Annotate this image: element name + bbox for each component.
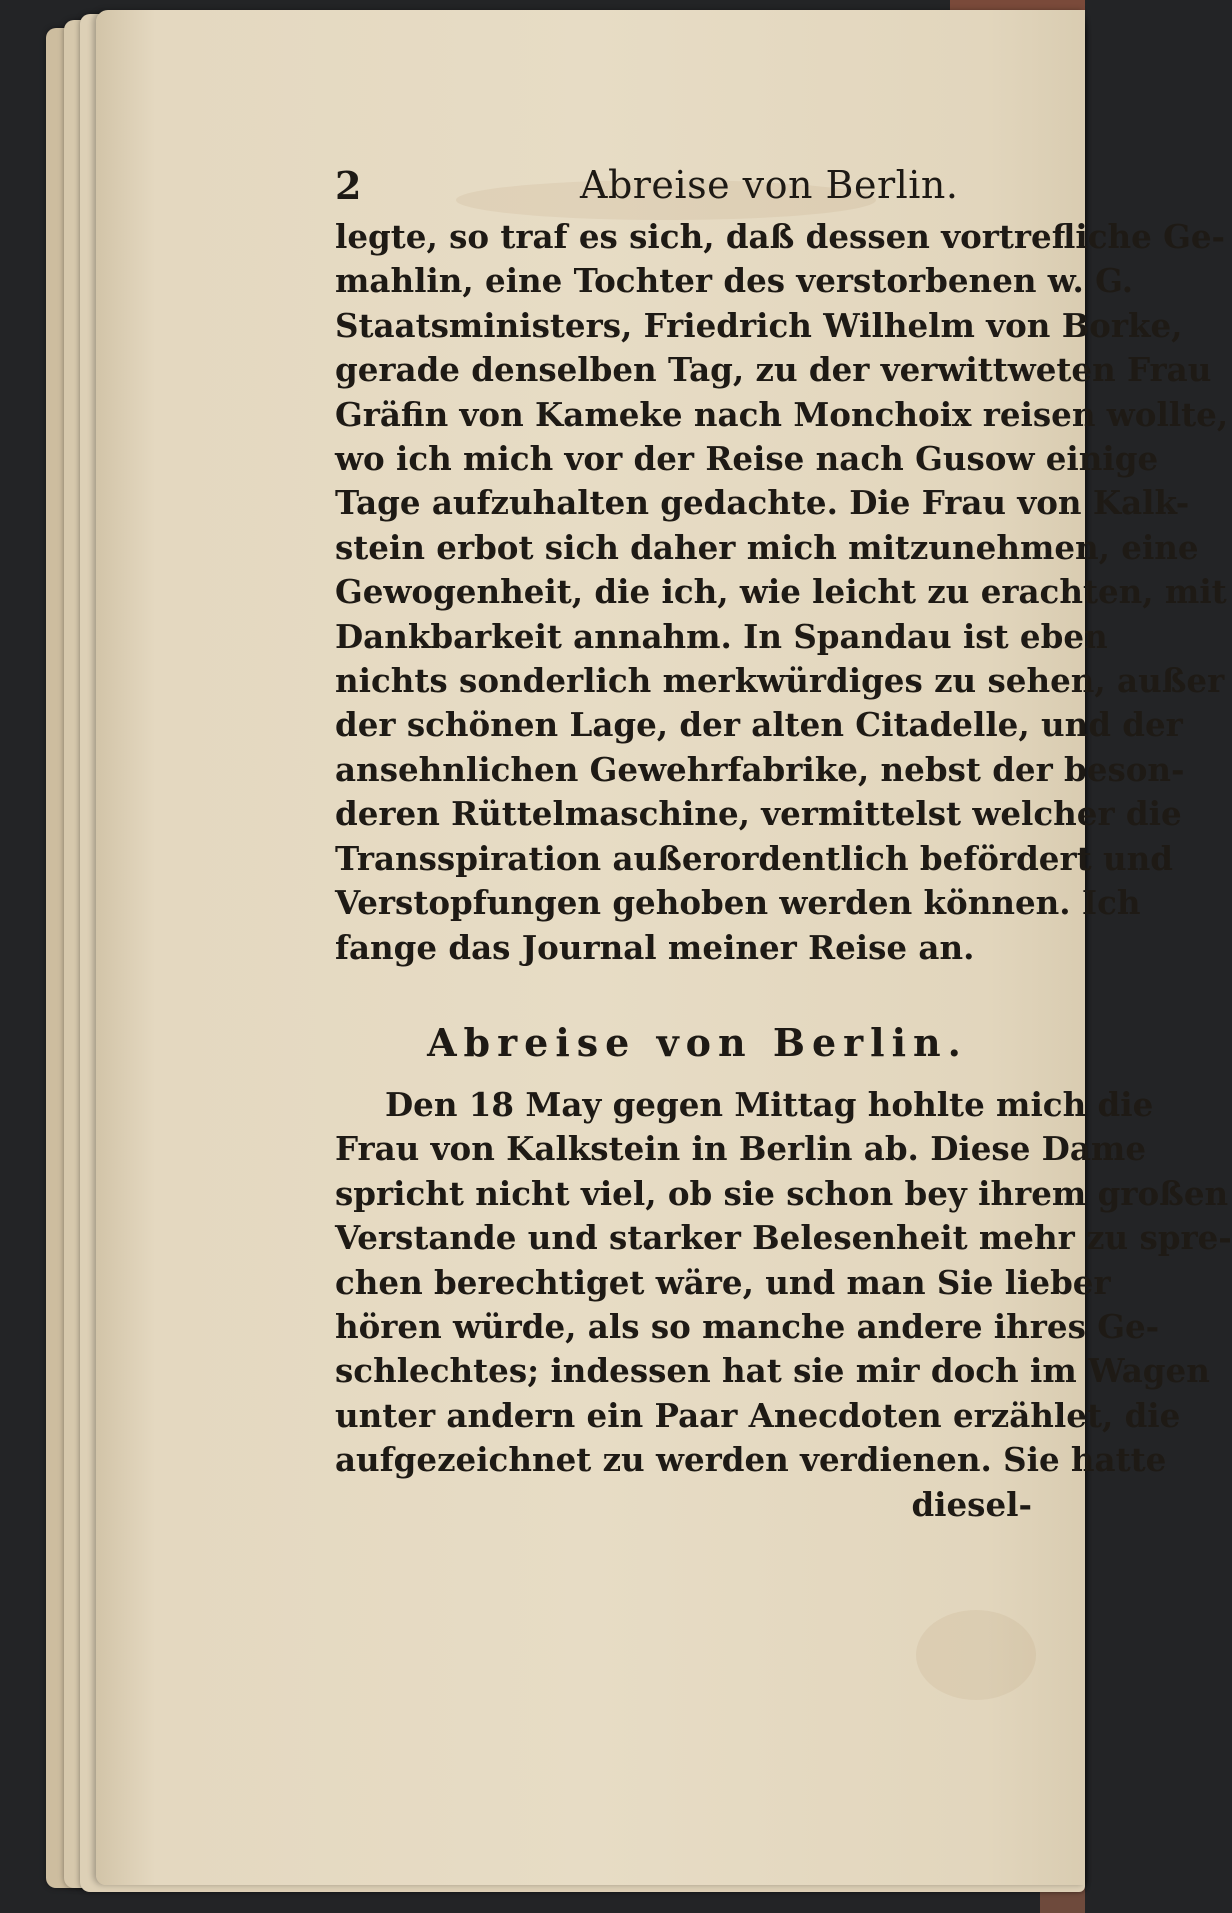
text-line: Staatsministers, Friedrich Wilhelm von Borke, [335, 305, 1183, 345]
text-line: fange das Journal meiner Reise an. [335, 927, 975, 967]
text-line: unter andern ein Paar Anecdoten erzählet, die [335, 1395, 1181, 1435]
text-line: ansehnlichen Gewehrfabrike, nebst der beson- [335, 749, 1185, 789]
text-line: spricht nicht viel, ob sie schon bey ihrem großen [335, 1173, 1229, 1213]
text-line: nichts sonderlich merkwürdiges zu sehen, außer [335, 661, 1225, 701]
text-line: stein erbot sich daher mich mitzunehmen, eine [335, 527, 1199, 567]
paper-stain [916, 1610, 1036, 1700]
section-paragraph [335, 1083, 1232, 1483]
text-line: deren Rüttelmaschine, vermittelst welcher die [335, 794, 1182, 834]
text-line: mahlin, eine Tochter des verstorbenen w. G. [335, 261, 1134, 301]
running-head: Abreise von Berlin. [580, 163, 959, 207]
page-text [335, 155, 1232, 1527]
text-line: Dankbarkeit annahm. In Spandau ist eben [335, 616, 1108, 656]
text-line: gerade denselben Tag, zu der verwittweten Frau [335, 350, 1212, 390]
section-title: Abreise von Berlin. [427, 1019, 968, 1065]
page-number: 2 [335, 163, 362, 208]
body-paragraph [335, 215, 1229, 970]
text-line: Gräfin von Kameke nach Monchoix reisen wollte, [335, 394, 1229, 434]
text-line: aufgezeichnet zu werden verdienen. Sie hatte [335, 1440, 1167, 1480]
text-line: schlechtes; indessen hat sie mir doch im Wagen [335, 1351, 1210, 1391]
text-line: chen berechtiget wäre, und man Sie lieber [335, 1262, 1111, 1302]
text-line: der schönen Lage, der alten Citadelle, und der [335, 705, 1183, 745]
text-line: hören würde, als so manche andere ihres Ge- [335, 1306, 1160, 1346]
catchword: diesel- [911, 1484, 1032, 1524]
text-line: legte, so traf es sich, daß dessen vortrefliche Ge- [335, 217, 1226, 256]
text-line: Tage aufzuhalten gedachte. Die Frau von Kalk- [335, 483, 1190, 523]
page-header [335, 155, 1040, 215]
text-line: Transspiration außerordentlich befördert und [335, 838, 1173, 878]
text-line: Frau von Kalkstein in Berlin ab. Diese Dame [335, 1129, 1146, 1169]
text-line: Verstande und starker Belesenheit mehr zu spre- [335, 1218, 1232, 1258]
text-line: wo ich mich vor der Reise nach Gusow einige [335, 439, 1159, 479]
text-line: Verstopfungen gehoben werden können. Ich [335, 883, 1141, 923]
text-line: Gewogenheit, die ich, wie leicht zu erachten, mit [335, 572, 1227, 612]
text-line: Den 18 May gegen Mittag hohlte mich die [385, 1084, 1154, 1124]
